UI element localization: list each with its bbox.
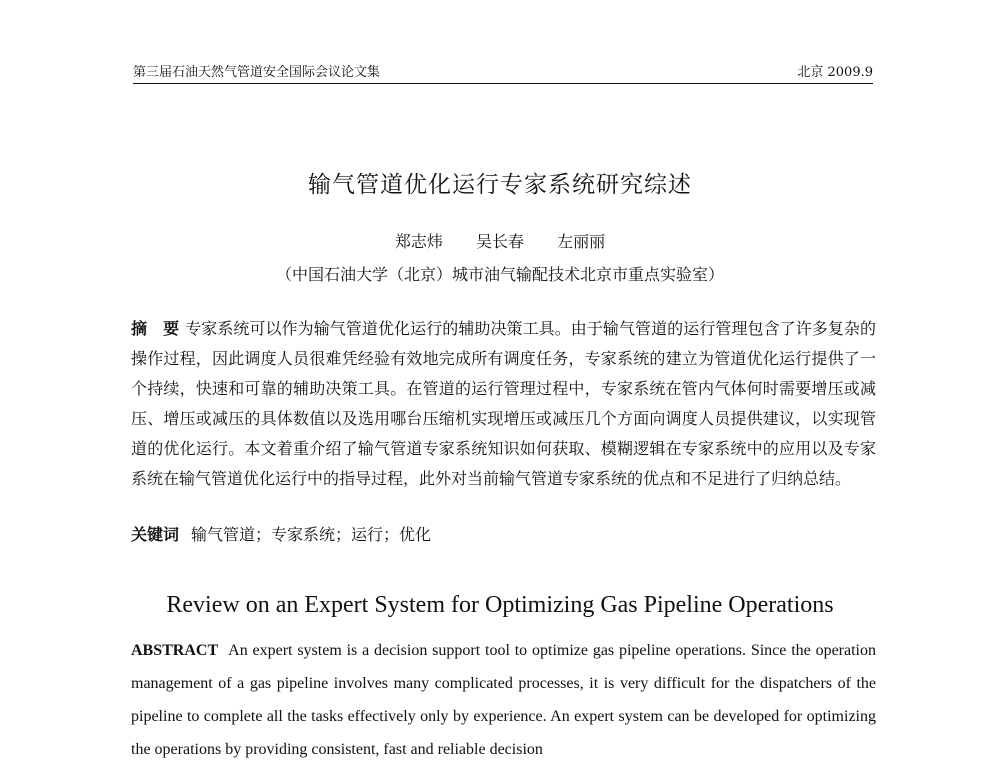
proceedings-name: 第三届石油天然气管道安全国际会议论文集 [133, 65, 381, 80]
affiliation: （中国石油大学（北京）城市油气输配技术北京市重点实验室） [275, 265, 724, 284]
english-abstract [131, 634, 876, 766]
author-name: 郑志炜 [394, 232, 443, 251]
english-abstract-text: An expert system is a decision support tool to optimize gas pipeline operations. Since the operation management of a gas pipeline involves many complicated processes, it is very difficult for the dispatchers of the pipeline to complete all the tasks effectively only by experience. An expert system can be developed for optimizing the operations by providing consistent, fast and reliable decision [131, 642, 876, 758]
chinese-abstract [131, 314, 876, 494]
keywords [131, 522, 431, 545]
running-header [133, 57, 873, 84]
author-list [0, 229, 1000, 252]
author-name: 左丽丽 [557, 232, 606, 251]
keywords-text: 输气管道；专家系统；运行；优化 [191, 525, 432, 544]
keywords-label: 关键词 [131, 525, 180, 544]
english-abstract-label: ABSTRACT [131, 642, 219, 659]
abstract-text: 专家系统可以作为输气管道优化运行的辅助决策工具。由于输气管道的运行管理包含了许多复杂的操作过程，因此调度人员很难凭经验有效地完成所有调度任务，专家系统的建立为管道优化运行提供了一个持续，快速和可靠的辅助决策工具。在管道的运行管理过程中，专家系统在管内气体何时需要增压或减压、增压或减压的具体数值以及选用哪台压缩机实现增压或减压几个方面向调度人员提供建议，以实现管道的优化运行。本文着重介绍了输气管道专家系统知识如何获取、模糊逻辑在专家系统中的应用以及专家系统在输气管道优化运行中的指导过程，此外对当前输气管道专家系统的优点和不足进行了归纳总结。 [131, 319, 876, 488]
venue-date: 北京 2009.9 [797, 65, 873, 80]
paper-title: 输气管道优化运行专家系统研究综述 [308, 172, 692, 198]
author-name: 吴长春 [475, 232, 524, 251]
english-title: Review on an Expert System for Optimizing Gas Pipeline Operations [166, 592, 834, 618]
abstract-label: 摘 要 [131, 319, 180, 338]
